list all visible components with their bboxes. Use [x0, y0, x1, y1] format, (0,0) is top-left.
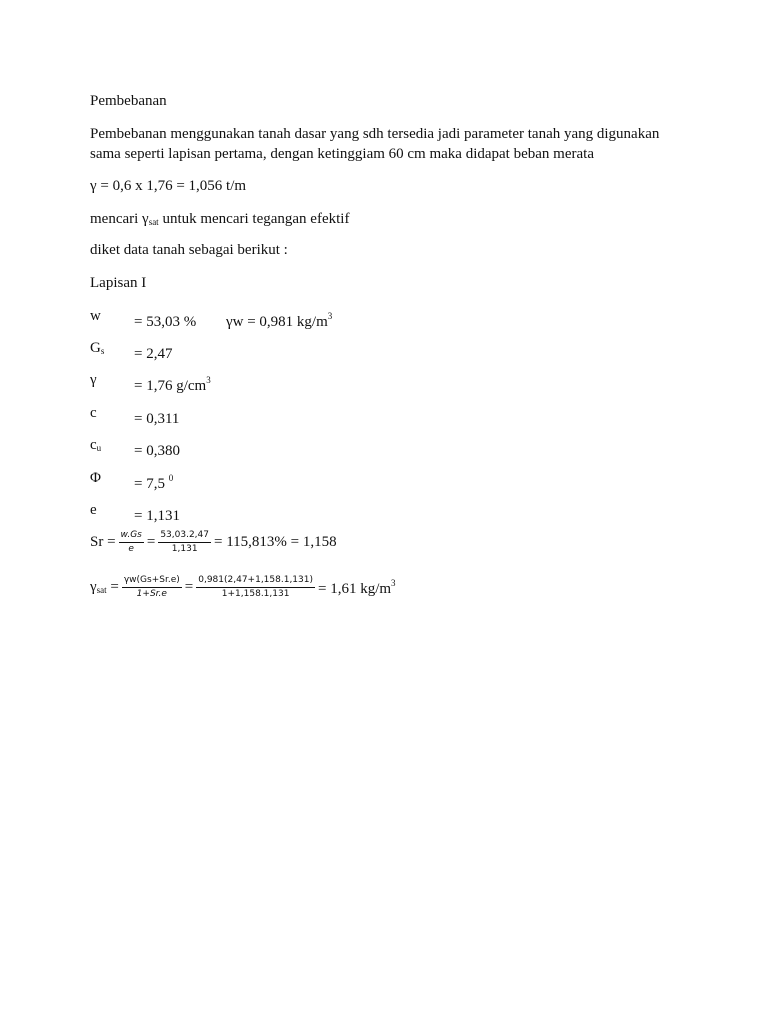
paragraph-line-2: sama seperti lapisan pertama, dengan ketinggiam 60 cm maka didapat beban merata	[90, 146, 594, 162]
sr-lhs: Sr =	[90, 534, 116, 550]
gamma-load-formula: γ = 0,6 x 1,76 = 1,056 t/m	[90, 178, 247, 194]
diket-line: diket data tanah sebagai berikut :	[90, 242, 288, 258]
sr-result: = 115,813% = 1,158	[214, 534, 337, 550]
param-name: e	[90, 502, 97, 518]
fraction-denominator: e	[128, 544, 134, 554]
param-name: w	[90, 308, 101, 324]
equals-sign: =	[146, 534, 156, 550]
gamma-sat-result: = 1,61 $kg/m^3$	[318, 577, 396, 597]
param-value: = 0,380	[134, 443, 180, 459]
param-name: γ	[90, 372, 97, 388]
param-extra-gamma-w: γw = 0,981 $kg/m^3$	[226, 311, 333, 330]
paragraph-line-1: Pembebanan menggunakan tanah dasar yang sdh tersedia jadi parameter tanah yang digunakan	[90, 126, 660, 142]
param-name: $c_u$	[90, 437, 102, 453]
fraction-numerator: w.Gs	[119, 530, 144, 543]
equals-sign: =	[184, 579, 194, 595]
gamma-sat-fraction-numeric	[196, 575, 315, 600]
param-name: Φ	[90, 470, 101, 486]
param-value: = 2,47	[134, 346, 173, 362]
param-value: = 53,03 %	[134, 314, 197, 330]
fraction-numerator: 0,981(2,47+1,158.1,131)	[196, 575, 315, 588]
mencari-prefix: mencari γ	[90, 211, 149, 227]
fraction-denominator: 1,131	[171, 544, 198, 554]
mencari-suffix: untuk mencari tegangan efektif	[158, 211, 350, 227]
sr-fraction-symbolic	[119, 530, 144, 555]
param-name: $G_s$	[90, 340, 105, 356]
sr-equation	[90, 530, 337, 555]
mencari-subscript: sat	[148, 217, 159, 227]
param-value: = 7,5 $^0$	[134, 473, 174, 492]
gamma-sat-fraction-symbolic	[122, 575, 182, 600]
fraction-denominator: 1+1,158.1,131	[221, 589, 290, 599]
layer-title: Lapisan I	[90, 275, 147, 291]
param-value: = 0,311	[134, 411, 180, 427]
section-heading: Pembebanan	[90, 93, 167, 109]
gamma-sat-equation	[90, 575, 396, 600]
param-name: c	[90, 405, 97, 421]
param-value: = 1,76 $g/cm^3$	[134, 375, 211, 394]
fraction-numerator: γw(Gs+Sr.e)	[122, 575, 182, 588]
param-value: = 1,131	[134, 508, 180, 524]
mencari-line	[90, 210, 349, 231]
gamma-sat-lhs: $\gamma_{sat}$ =	[90, 579, 119, 595]
fraction-denominator: 1+Sr.e	[136, 589, 167, 599]
sr-fraction-numeric	[158, 530, 211, 555]
fraction-numerator: 53,03.2,47	[158, 530, 211, 543]
